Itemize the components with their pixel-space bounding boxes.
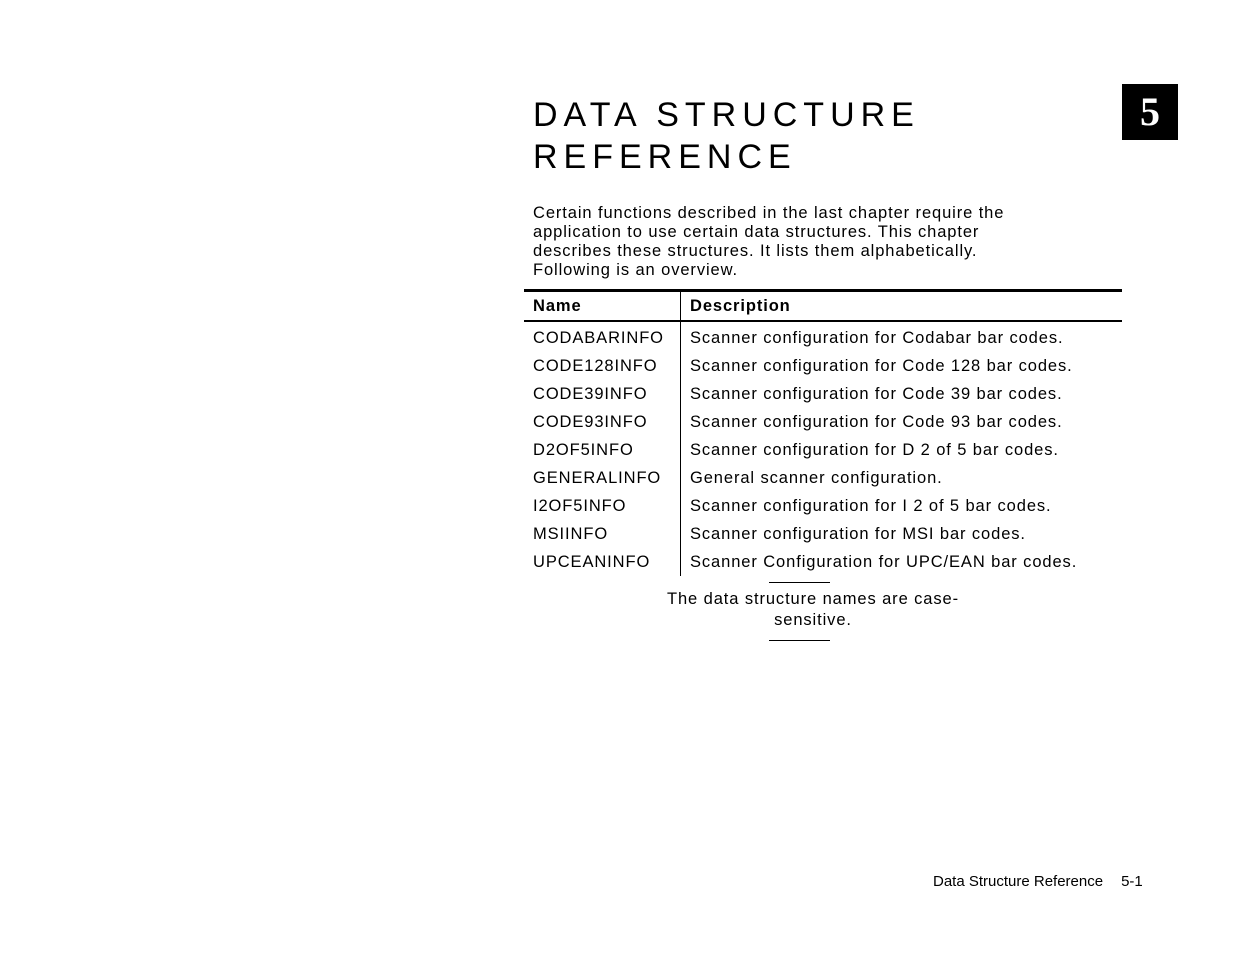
structure-description-cell: Scanner configuration for MSI bar codes. (690, 524, 1026, 543)
intro-paragraph (533, 204, 1093, 280)
case-sensitivity-note (600, 589, 1026, 631)
table-row (524, 520, 1122, 548)
structure-description-cell: Scanner configuration for I 2 of 5 bar codes. (690, 496, 1052, 515)
table-row (524, 352, 1122, 380)
chapter-title-line-1: DATA STRUCTURE (533, 96, 920, 134)
structure-description-cell: Scanner configuration for Code 128 bar codes. (690, 356, 1073, 375)
footer-section-title: Data Structure Reference (933, 873, 1104, 890)
page-footer (933, 872, 1143, 892)
table-row (524, 492, 1122, 520)
note-line-1: The data structure names are case- (667, 590, 959, 608)
chapter-number-tab: 5 (1122, 84, 1178, 140)
intro-line: Following is an overview. (533, 261, 738, 279)
structure-name-cell: CODE39INFO (524, 380, 681, 408)
chapter-title (533, 94, 920, 178)
note-top-rule (769, 582, 830, 583)
structure-description-cell: Scanner Configuration for UPC/EAN bar codes. (690, 552, 1078, 571)
structure-name-cell: UPCEANINFO (524, 548, 681, 576)
column-header-name: Name (524, 291, 681, 322)
chapter-title-line-2: REFERENCE (533, 138, 797, 176)
structure-name-cell: GENERALINFO (524, 464, 681, 492)
table-row (524, 321, 1122, 352)
footer-page-number: 5-1 (1121, 873, 1143, 890)
data-structure-overview-table (524, 289, 1122, 576)
table-header-row (524, 291, 1122, 322)
note-bottom-rule (769, 640, 830, 641)
table-row (524, 436, 1122, 464)
structure-name-cell: MSIINFO (524, 520, 681, 548)
intro-line: application to use certain data structures. This chapter (533, 223, 980, 241)
note-line-2: sensitive. (774, 611, 852, 629)
structure-description-cell: General scanner configuration. (690, 468, 943, 487)
intro-line: describes these structures. It lists them alphabetically. (533, 242, 978, 260)
structure-name-cell: D2OF5INFO (524, 436, 681, 464)
table-row (524, 464, 1122, 492)
structure-name-cell: I2OF5INFO (524, 492, 681, 520)
structure-name-cell: CODE93INFO (524, 408, 681, 436)
structure-description-cell: Scanner configuration for Code 39 bar codes. (690, 384, 1063, 403)
table-row (524, 548, 1122, 576)
structure-name-cell: CODE128INFO (524, 352, 681, 380)
intro-line: Certain functions described in the last chapter require the (533, 204, 1005, 222)
structure-description-cell: Scanner configuration for D 2 of 5 bar codes. (690, 440, 1059, 459)
structure-name-cell: CODABARINFO (524, 321, 681, 352)
structure-description-cell: Scanner configuration for Code 93 bar codes. (690, 412, 1063, 431)
column-header-description: Description (690, 296, 791, 315)
structure-description-cell: Scanner configuration for Codabar bar codes. (690, 328, 1064, 347)
table-row (524, 380, 1122, 408)
table-row (524, 408, 1122, 436)
